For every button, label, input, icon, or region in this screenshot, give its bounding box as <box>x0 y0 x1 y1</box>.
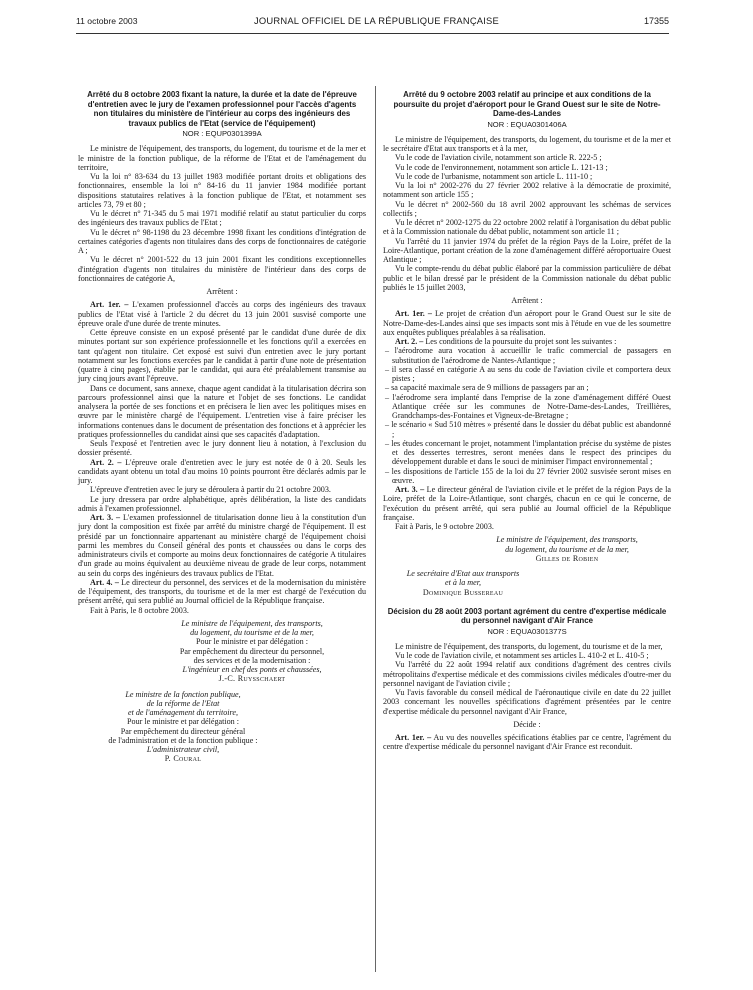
article-text: Le directeur du personnel, des services et de la modernisation du ministère de l'équipement, des transports, du tourisme et de la mer est chargé de l'exécution du présent arrêté, qui sera publié au Journal officiel de la République française. <box>78 577 366 606</box>
preamble-para: Vu le décret n° 98-1198 du 23 décembre 1998 fixant les conditions d'intégration de certaines catégories d'agents non titulaires dans des corps de fonctionnaires de catégorie A ; <box>78 227 366 256</box>
nor-reference: NOR : EQUP0301399A <box>182 129 262 139</box>
list-item: – sa capacité maximale sera de 9 millions de passagers par an ; <box>385 383 589 393</box>
list-item: – les études concernant le projet, notamment l'implantation précise du système de pistes et des dessertes terrestres, seront menées dans le respect des principes du développement durable et dans le souci de minimiser l'impact environnemental ; <box>385 438 671 467</box>
delegation-line: de l'administration et de la fonction publique : <box>108 735 258 745</box>
delegation-line: des services et de la modernisation : <box>193 655 311 665</box>
preamble-para: Vu le code de l'urbanisme, notamment son article L. 111-10 ; <box>395 171 593 181</box>
article-para: Dans ce document, sans annexe, chaque agent candidat à la titularisation décrira son parcours professionnel ainsi que la nature et l'objet de ses fonctions. Le candidat analysera la portée de ses fonctions et en précisera le lien avec les politiques mises en œuvre par le ministère chargé de l'équipement. L'entretien vise à faire préciser les informations contenues dans le document de présentation des fonctions et à apprécier les pratiques professionnelles du candidat ainsi que ses capacités d'adaptation. <box>78 383 366 439</box>
article-label: Art. 3. – <box>395 485 425 495</box>
article-para: L'épreuve d'entretien avec le jury se déroulera à partir du 21 octobre 2003. <box>90 485 331 495</box>
conditions-list <box>383 346 671 485</box>
signatory-name: Gilles de Robien <box>535 553 599 563</box>
signatory-title: et de l'aménagement du territoire, <box>128 708 238 718</box>
article-para: Le jury dressera par ordre alphabétique, après délibération, la liste des candidats admis à l'examen professionnel. <box>78 494 366 513</box>
signature-block <box>383 535 671 563</box>
article-text: L'examen professionnel de titularisation donne lieu à la constitution d'un jury dont la composition est fixée par arrêté du ministre chargé de l'équipement. Il est présidé par un fonctionnaire appartenant au ministère chargé de l'équipement choisi parmi les membres du Conseil général des ponts et chaussées ou dans le corps des administrateurs civils et comporte au moins deux fonctionnaires de catégorie A titulaires d'un grade au moins équivalent au deuxième niveau de grade de leur corps, notamment au sein du corps des ingénieurs des travaux publics de l'Etat. <box>78 513 366 578</box>
fait-a-paris: Fait à Paris, le 9 octobre 2003. <box>395 522 494 532</box>
delegation-line: Par empêchement du directeur général <box>120 726 246 736</box>
decree-title: Arrêté du 9 octobre 2003 relatif au principe et aux conditions de la poursuite du projet d'aéroport pour le Grand Ouest sur le site de Notre-Dame-des-Landes <box>393 90 661 119</box>
nor-reference: NOR : EQUA0301377S <box>487 626 567 636</box>
list-item: – l'aérodrome sera implanté dans l'emprise de la zone d'aménagement différé Ouest Atlantique créée sur les communes de Notre-Dame-des-Landes, Treillières, Grandchamps-des-Fontaines et Vigneux-de-Bretagne ; <box>385 392 671 421</box>
header-rule <box>76 33 669 34</box>
arretent-heading: Arrêtent : <box>206 287 238 297</box>
right-column <box>383 90 671 752</box>
preamble-para: Vu la loi n° 2002-276 du 27 février 2002 relative à la démocratie de proximité, notamment son article 155 ; <box>383 181 671 200</box>
article-label: Art. 1er. – <box>395 309 432 319</box>
list-item: – l'aérodrome aura vocation à accueillir le trafic commercial de passagers en substitution de l'aérodrome de Nantes-Atlantique ; <box>385 346 671 365</box>
signatory-name: P. Coural <box>164 754 202 764</box>
preamble-para: Vu le code de l'aviation civile, et notamment ses articles L. 410-2 et L. 410-5 ; <box>395 651 649 661</box>
delegation-line: Pour le ministre et par délégation : <box>127 717 239 727</box>
page-number: 17355 <box>643 16 669 26</box>
decree-title: Arrêté du 8 octobre 2003 fixant la nature, la durée et la date de l'épreuve d'entretien avec le jury de l'examen professionnel pour l'accès d'agents non titulaires du ministère de l'intérieur au corps des ingénieurs des travaux publics de l'Etat (service de l'équipement) <box>87 90 357 128</box>
signature-block <box>78 619 366 684</box>
fait-a-paris: Fait à Paris, le 8 octobre 2003. <box>90 605 189 615</box>
decide-heading: Décide : <box>513 719 541 729</box>
delegation-line: Par empêchement du directeur du personnel, <box>179 646 325 656</box>
article-label: Art. 1er. – <box>395 733 432 743</box>
preamble-para: Le ministre de l'équipement, des transports, du logement, du tourisme et de la mer, <box>395 641 663 651</box>
preamble-para: Vu le compte-rendu du débat public élaboré par la commission particulière de débat public et le bilan dressé par le président de la Commission nationale du débat public publiés le 15 juillet 2003, <box>383 264 671 292</box>
preamble-para: Vu le décret n° 2002-1275 du 22 octobre 2002 relatif à l'organisation du débat public et à la Commission nationale du débat public, notamment son article 11 ; <box>383 218 671 237</box>
article-2 <box>78 458 366 486</box>
list-item: – le scénario « Sud 510 mètres » présenté dans le dossier du débat public est abandonné ; <box>385 420 671 439</box>
preamble-para: Vu le décret n° 2002-560 du 18 avril 2002 approuvant les schémas de services collectifs ; <box>383 199 671 218</box>
article-4 <box>78 578 366 606</box>
signatory-title: Le ministre de l'équipement, des transports, <box>181 618 323 628</box>
article-text: Les conditions de la poursuite du projet sont les suivantes : <box>425 337 617 347</box>
list-item: – il sera classé en catégorie A au sens du code de l'aviation civile et comportera deux pistes ; <box>385 364 671 384</box>
signature-block <box>383 569 543 597</box>
preamble-para: Vu le code de l'environnement, notamment son article L. 121-13 ; <box>395 162 608 172</box>
arretent-heading: Arrêtent : <box>511 296 543 306</box>
delegation-line: Pour le ministre et par délégation : <box>196 637 308 647</box>
signature-block <box>78 690 288 764</box>
article-1 <box>78 300 366 328</box>
article-text: Le directeur général de l'aviation civile et le préfet de la région Pays de la Loire, préfet de la Loire-Atlantique, sont chargés, chacun en ce qui le concerne, de l'exécution du présent arrêté, qui sera publié au Journal officiel de la République française. <box>383 485 671 522</box>
signatory-title: du logement, du tourisme et de la mer, <box>190 628 314 638</box>
article-label: Art. 2. – <box>90 457 122 467</box>
article-label: Art. 4. – <box>90 577 119 587</box>
article-para: Seuls l'exposé et l'entretien avec le jury donnent lieu à notation, à l'exclusion du dossier présenté. <box>78 439 366 458</box>
preamble-para: Vu le décret n° 2001-522 du 13 juin 2001 fixant les conditions exceptionnelles d'intégration d'agents non titulaires du ministère de l'intérieur dans des corps de fonctionnaires de catégorie A, <box>78 255 366 283</box>
signatory-title: Le ministre de la fonction publique, <box>125 689 241 699</box>
article-text: L'épreuve orale d'entretien avec le jury est notée de 0 à 20. Seuls les candidats ayant obtenu un total d'au moins 10 points pourront être déclarés admis par le jury. <box>78 457 366 486</box>
article-text: L'examen professionnel d'accès au corps des ingénieurs des travaux publics de l'Etat visé à l'article 2 du décret du 13 juin 2001 susvisé comporte une épreuve orale d'une durée de trente minutes. <box>78 300 367 328</box>
article-para: Cette épreuve consiste en un exposé présenté par le candidat d'une durée de dix minutes portant sur son expérience professionnelle et les fonctions qu'il a exercées en tant qu'agent non titulaire. Cet exposé est suivi d'un entretien avec le jury portant notamment sur les fonctions exercées par le candidat à partir d'une note de présentation (quatre à cinq pages), établie par le candidat, qui aura été préalablement transmise au jury cinq jours avant l'épreuve. <box>78 328 366 384</box>
article-label: Art. 2. – <box>395 337 424 347</box>
signatory-title: Le ministre de l'équipement, des transports, <box>496 535 638 545</box>
list-item: – les dispositions de l'article 155 de la loi du 27 février 2002 susvisée seront mises en œuvre. <box>385 466 671 485</box>
preamble-para: Vu l'avis favorable du conseil médical de l'aéronautique civile en date du 22 juillet 2003 concernant les nouvelles spécifications d'agrément présentées par le centre d'expertise médicale du personnel navigant d'Air France, <box>383 688 671 716</box>
signatory-title: de la réforme de l'Etat <box>146 698 220 708</box>
article-3 <box>383 485 671 522</box>
article-label: Art. 3. – <box>90 513 121 523</box>
issue-date: 11 octobre 2003 <box>76 16 138 26</box>
signatory-title: L'administrateur civil, <box>146 745 220 755</box>
preamble-para: Le ministre de l'équipement, des transports, du logement, du tourisme et de la mer et le secrétaire d'Etat aux transports et à la mer, <box>383 134 671 154</box>
article-1 <box>383 309 671 337</box>
signatory-title: Le secrétaire d'Etat aux transports <box>406 569 520 579</box>
signatory-title: L'ingénieur en chef des ponts et chaussées, <box>182 665 322 675</box>
signatory-name: Dominique Bussereau <box>422 587 504 597</box>
journal-title: JOURNAL OFFICIEL DE LA RÉPUBLIQUE FRANÇAISE <box>254 15 499 26</box>
article-1 <box>383 733 671 752</box>
article-2 <box>383 337 671 346</box>
decision-title: Décision du 28 août 2003 portant agrément du centre d'expertise médicale du personnel navigant d'Air France <box>387 606 667 626</box>
signatory-title: du logement, du tourisme et de la mer, <box>505 544 629 554</box>
preamble-para: Vu la loi n° 83-634 du 13 juillet 1983 modifiée portant droits et obligations des fonctionnaires, ensemble la loi n° 84-16 du 11 janvier 1984 modifiée portant dispositions statutaires relatives à la fonction publique de l'Etat, et notamment ses articles 73, 79 et 80 ; <box>78 172 366 209</box>
left-column <box>78 90 366 764</box>
signatory-name: J.-C. Ruysschaert <box>218 674 286 684</box>
preamble-para: Vu l'arrêté du 11 janvier 1974 du préfet de la région Pays de la Loire, préfet de la Loire-Atlantique, portant création de la zone d'aménagement différé aéroportuaire Ouest Atlantique ; <box>383 236 671 265</box>
page-header <box>0 14 753 30</box>
article-text: Au vu des nouvelles spécifications établies par ce centre, l'agrément du centre d'expertise médicale du personnel navigant d'Air France est reconduit. <box>383 733 672 752</box>
column-divider <box>375 86 376 972</box>
article-text: Le projet de création d'un aéroport pour le Grand Ouest sur le site de Notre-Dame-des-Landes ainsi que ses impacts sont mis à l'étude en vue de les soumettre aux enquêtes publiques préalables à sa réalisation. <box>383 309 671 337</box>
article-3 <box>78 513 366 578</box>
nor-reference: NOR : EQUA0301406A <box>487 119 567 129</box>
preamble-para: Vu l'arrêté du 22 août 1994 relatif aux conditions d'agrément des centres civils métropolitains d'expertise médicale et des commissions civiles médicales d'outre-mer du personnel navigant de l'aviation civile ; <box>383 660 671 688</box>
signatory-title: et à la mer, <box>445 578 481 588</box>
article-label: Art. 1er. – <box>90 300 129 310</box>
preamble-para: Vu le code de l'aviation civile, notamment son article R. 222-5 ; <box>395 153 602 163</box>
preamble-para: Le ministre de l'équipement, des transports, du logement, du tourisme et de la mer et le ministre de la fonction publique, de la réforme de l'Etat et de l'aménagement du territoire, <box>78 144 366 172</box>
preamble-para: Vu le décret n° 71-345 du 5 mai 1971 modifié relatif au statut particulier du corps des ingénieurs des travaux publics de l'Etat ; <box>78 209 366 228</box>
